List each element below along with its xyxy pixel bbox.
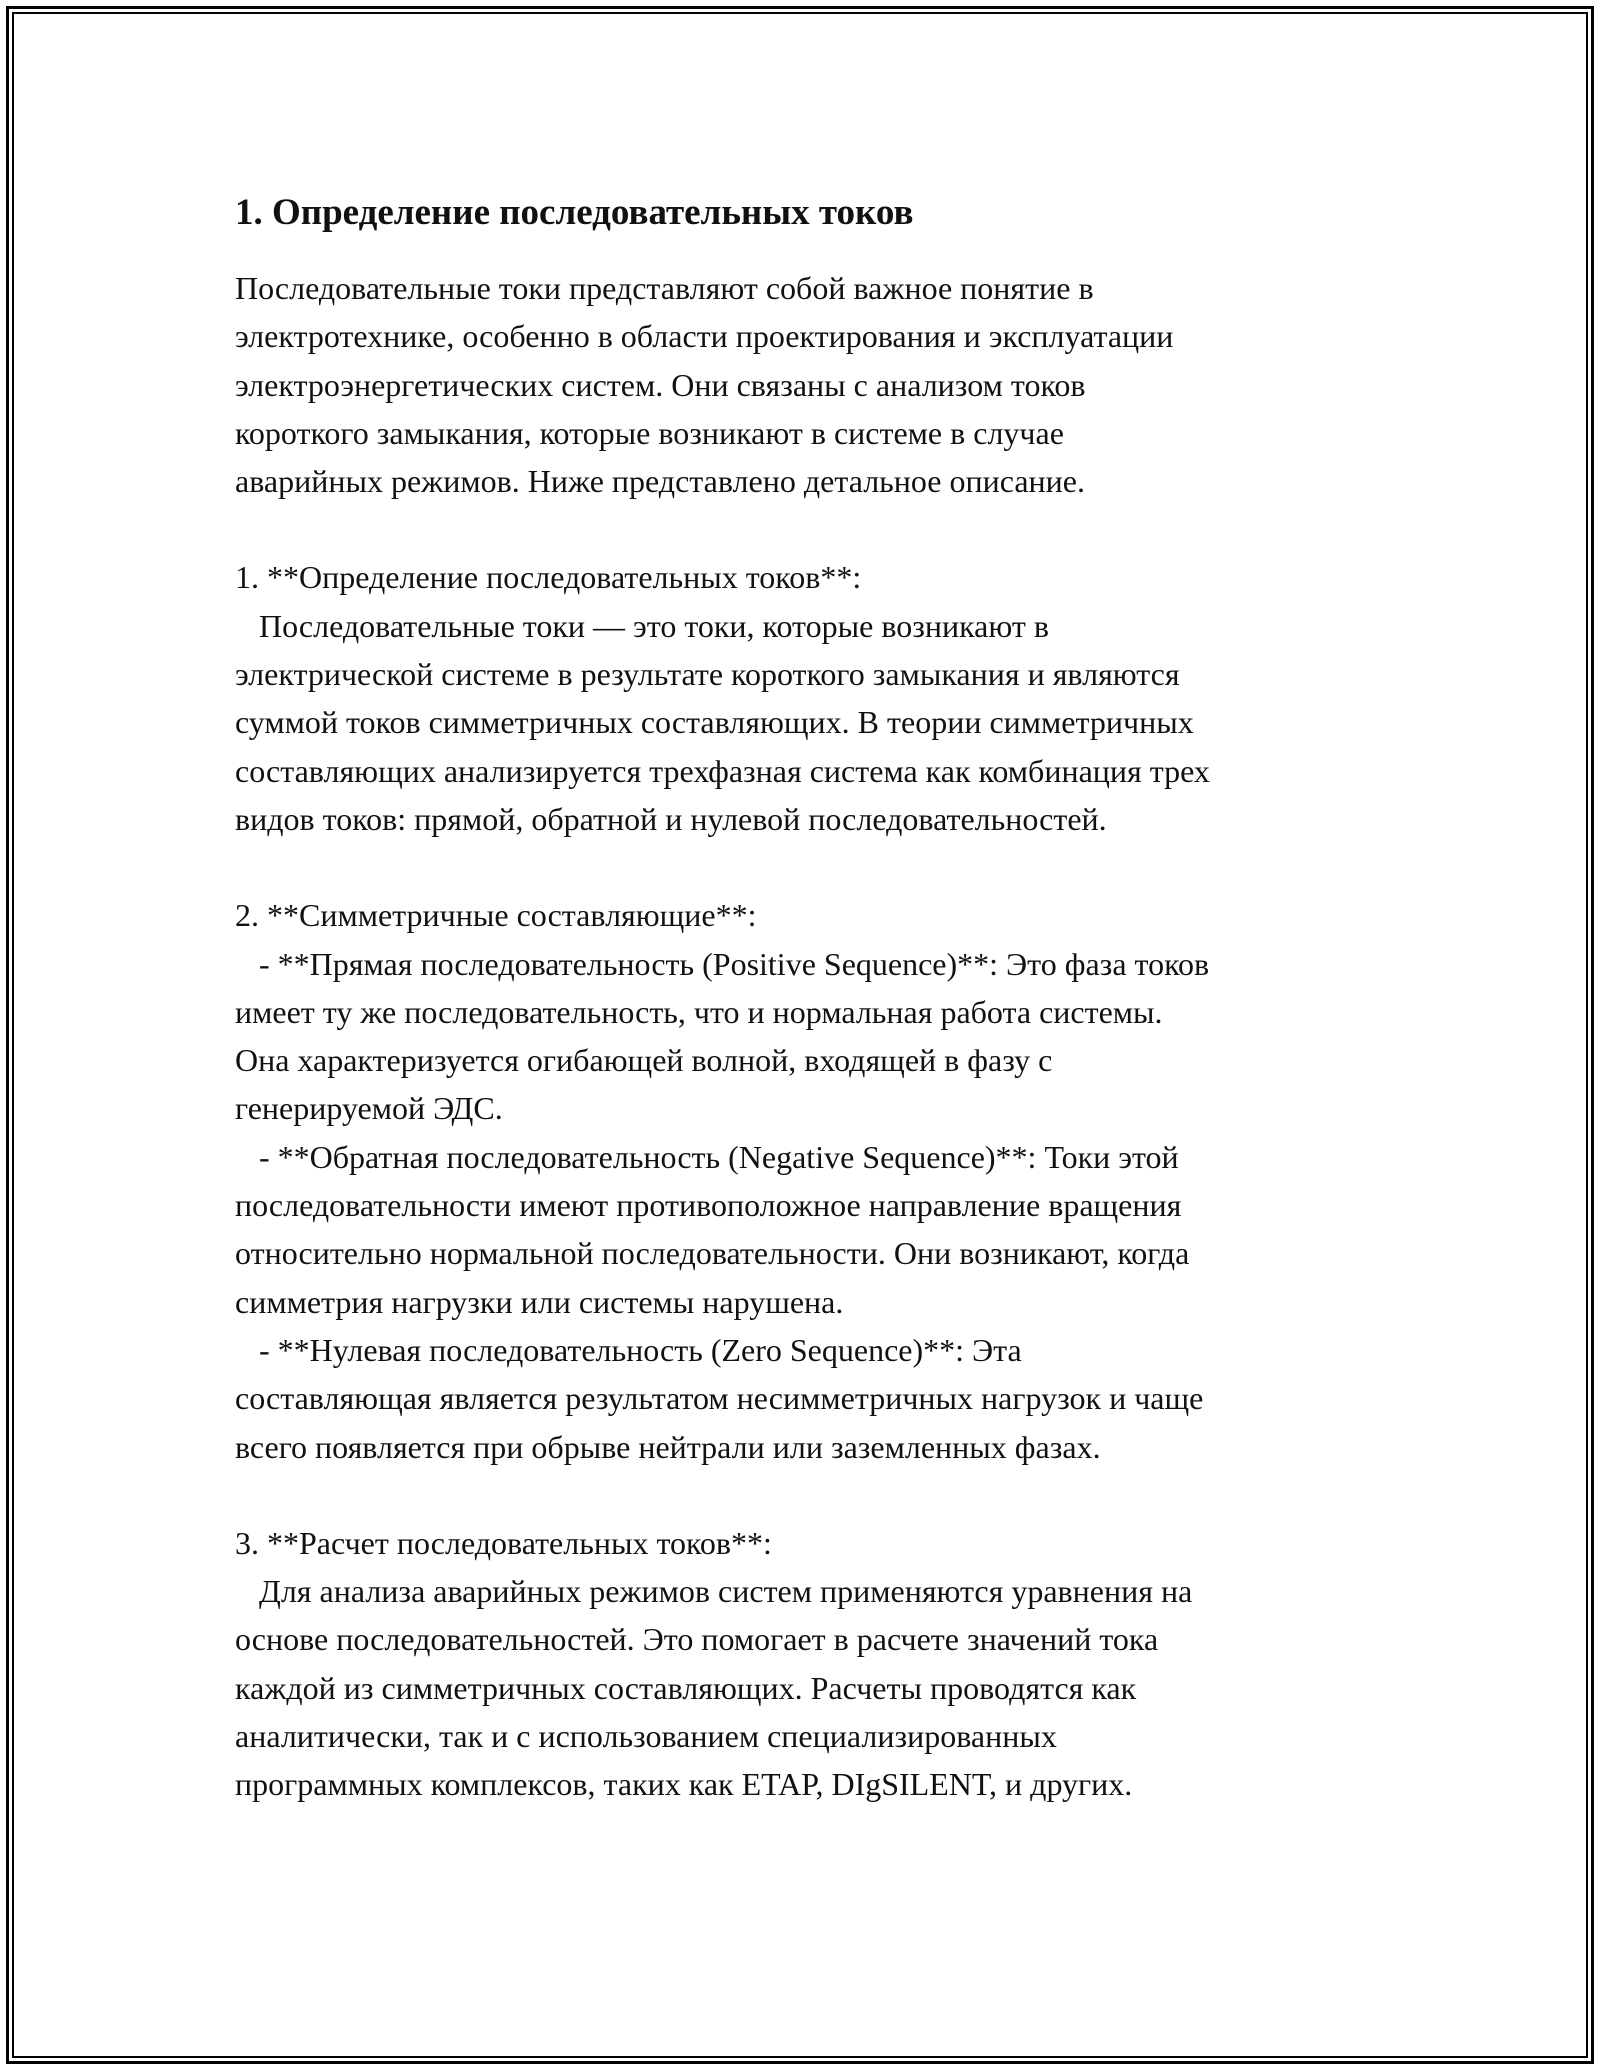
document-heading: 1. Определение последовательных токов bbox=[235, 192, 914, 233]
document-body bbox=[235, 185, 1395, 1809]
section-definition: 1. **Определение последовательных токов**: Последовательные токи — это токи, которые возникают в электрической системе в результате короткого замыкания и являются суммой токов симметричных составляющих. В теории симметричных составляющих анализируется трехфазная система как комбинация трех видов токов: прямой, обратной и нулевой последовательностей. bbox=[235, 559, 1210, 837]
section-spacer bbox=[235, 843, 1395, 891]
intro-paragraph: Последовательные токи представляют собой важное понятие в электротехнике, особенно в области проектирования и эксплуатации электроэнергетических систем. Они связаны с анализом токов короткого замыкания, которые возникают в системе в случае аварийных режимов. Ниже представлено детальное описание. bbox=[235, 270, 1174, 500]
section-spacer bbox=[235, 505, 1395, 553]
section-calculation: 3. **Расчет последовательных токов**: Для анализа аварийных режимов систем применяются уравнения на основе последовательностей. Это помогает в расчете значений тока каждой из симметричных составляющих. Расчеты проводятся как аналитически, так и с использованием специализированных программных комплексов, таких как ETAP, DIgSILENT, и других. bbox=[235, 1524, 1193, 1803]
section-symmetric-components: 2. **Симметричные составляющие**: - **Прямая последовательность (Positive Sequence)**: Это фаза токов имеет ту же последовательность, что и нормальная работа системы. Она характеризуется огибающей волной, входящей в фазу с генерируемой ЭДС. - **Обратная последовательность (Negative Sequence)**: Токи этой последовательности имеют противоположное направление вращения относительно нормальной последовательности. Они возникают, когда симметрия нагрузки или системы нарушена. - **Нулевая последовательность (Zero Sequence)**: Эта составляющая является результатом несимметричных нагрузок и чаще всего появляется при обрыве нейтрали или заземленных фазах. bbox=[235, 897, 1210, 1465]
section-spacer bbox=[235, 1471, 1395, 1519]
